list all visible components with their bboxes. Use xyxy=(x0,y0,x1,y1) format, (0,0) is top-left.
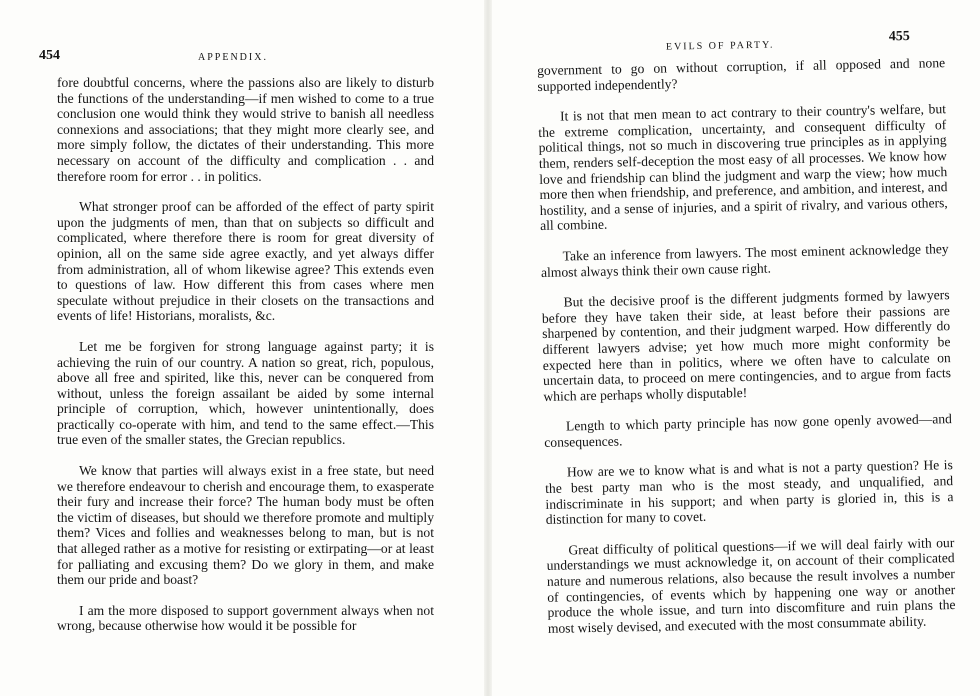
paragraph: I am the more disposed to support government always when not wrong, because otherwise how would it be possible for xyxy=(57,602,434,634)
paragraph: fore doubtful concerns, where the passions also are likely to disturb the functions of the understanding—if men wished to come to a true conclusion one would think they would strive to banish all needless connexions and associations; that they might more clearly see, and more simply follow, the dictates of their understanding. This more necessary on account of the difficulty and complication . . and therefore room for error . . in politics. xyxy=(57,75,434,184)
paragraph: It is not that men mean to act contrary to their country's welfare, but the extreme complication, uncertainty, and consequent difficulty of political things, not so much in discovering true principles as in applying them, renders self-deception the most easy of all processes. We know how love and friendship can blind the judgment and warp the view; how much more then when friendship, and preference, and ambition, and interest, and hostility, and a sense of injuries, and a spirit of rivalry, and various others, all combine. xyxy=(538,101,948,234)
page-number: 454 xyxy=(39,48,60,63)
left-page xyxy=(0,0,486,696)
paragraph: How are we to know what is and what is not a party question? He is the best party man who is the most steady, and unqualified, and indiscriminate in his support; and when party is gloried in, this is a distinction for many to covet. xyxy=(545,457,954,528)
page-body xyxy=(57,75,434,649)
right-page xyxy=(490,0,980,696)
paragraph: Let me be forgiven for strong language against party; it is achieving the ruin of our country. A nation so great, rich, populous, above all free and spirited, like this, never can be conquered from without, unless the foreign assailant be aided by some internal principle of corruption, which, however unintentionally, does practically co-operate with him, and tend to the same effect.—This true even of the smaller states, the Grecian republics. xyxy=(57,338,434,448)
paragraph: Great difficulty of political questions—if we will deal fairly with our understandings we must acknowledge it, on account of their complicated nature and numerous relations, also because the result involves a number of contingencies, of events which by happening one way or another produce the whole issue, and turn into discomfiture and ruin plans the most wisely devised, and executed with the most consummate ability. xyxy=(546,534,956,636)
paragraph: government to go on without corruption, if all opposed and none supported independently? xyxy=(537,55,946,94)
running-head: EVILS OF PARTY. xyxy=(665,39,775,53)
paragraph: Take an inference from lawyers. The most eminent acknowledge they almost always think their own cause right. xyxy=(540,241,949,280)
paragraph: But the decisive proof is the different judgments formed by lawyers before they have taken their side, at least before their passions are sharpened by contention, and their judgment warped. How differently do different lawyers advise; yet how much more might conformity be expected here than in politics, where we often have to calculate on uncertain data, to proceed on mere contingencies, and to argue from facts which are perhaps wholly disputable! xyxy=(541,287,952,404)
running-head: APPENDIX. xyxy=(198,52,268,63)
paragraph: Length to which party principle has now gone openly avowed—and consequences. xyxy=(544,411,953,450)
page-number: 455 xyxy=(888,28,910,45)
paragraph: We know that parties will always exist in a free state, but need we therefore endeavour to cherish and encourage them, to exasperate their fury and increase their force? The human body must be often the victim of diseases, but should we therefore promote and multiply them? Vices and follies and weaknesses belong to man, but is not that alleged rather as a motive for resisting or extirpating—or at least for palliating and excusing them? Do we glory in them, and make them our pride and boast? xyxy=(57,463,434,588)
paragraph: What stronger proof can be afforded of the effect of party spirit upon the judgments of men, than that on subjects so difficult and complicated, where therefore there is room for great diversity of opinion, all on the same side agree exactly, and yet always differ from administration, all of whom likewise agree? This extends even to questions of law. How different this from cases where men speculate without prejudice in their closets on the transactions and events of life! Historians, moralists, &c. xyxy=(57,199,434,324)
page-body xyxy=(537,55,956,651)
